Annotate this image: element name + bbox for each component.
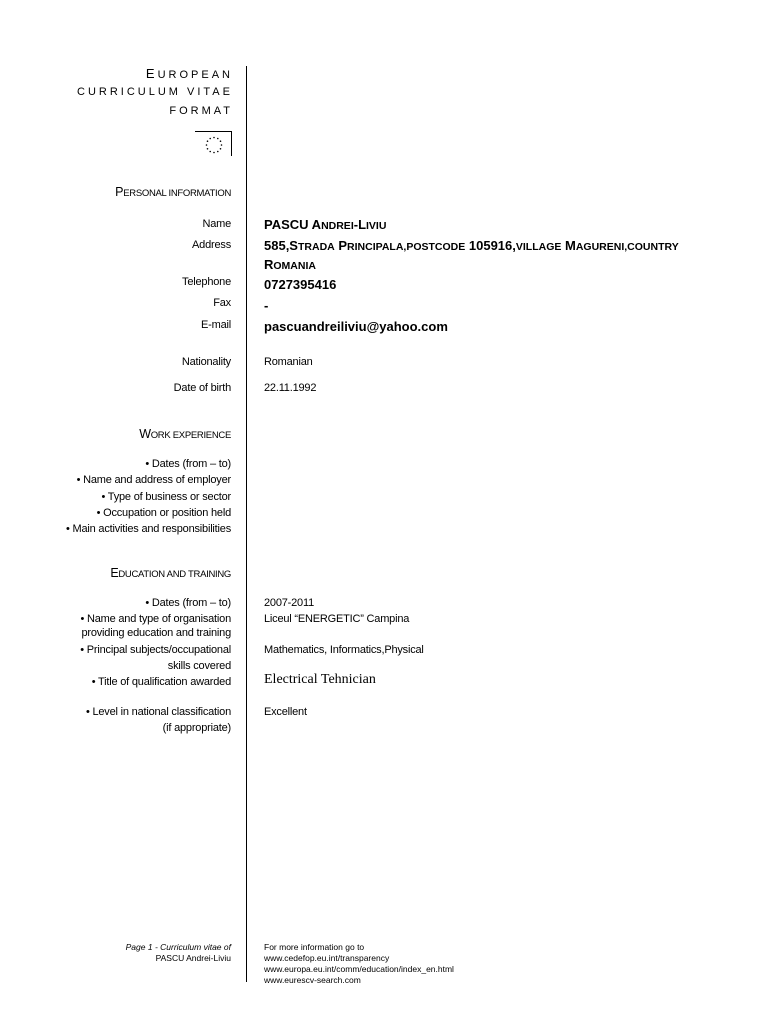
edu-level-label-line1: • Level in national classification: [85, 706, 231, 718]
address-value: [264, 237, 679, 275]
address-label: Address: [192, 239, 231, 251]
work-activities-label: • Main activities and responsibilities: [66, 523, 231, 535]
address-text: 105916,: [465, 238, 516, 253]
name-text: NDREI: [321, 220, 354, 232]
email-value: pascuandreiliviu@yahoo.com: [264, 319, 448, 334]
edu-title-value: Electrical Tehnician: [264, 672, 376, 687]
edu-subjects-label-line2: skills covered: [167, 660, 231, 672]
column-divider: [246, 66, 247, 982]
footer-link-transparency[interactable]: www.cedefop.eu.int/transparency: [264, 953, 390, 963]
work-employer-label: • Name and address of employer: [76, 474, 231, 486]
address-text: RINCIPALA,POSTCODE: [347, 241, 466, 253]
edu-level-label-line2: (if appropriate): [162, 722, 231, 734]
fax-value: -: [264, 298, 269, 313]
section-heading-initial: P: [115, 185, 124, 199]
edu-title-label: • Title of qualification awarded: [91, 676, 231, 688]
section-heading-work: [139, 427, 231, 441]
email-label: E-mail: [201, 319, 231, 331]
edu-dates-label: • Dates (from – to): [145, 597, 231, 609]
edu-org-label-line2: providing education and training: [81, 627, 231, 639]
address-line1: [264, 237, 679, 256]
telephone-label: Telephone: [182, 276, 231, 288]
telephone-value: 0727395416: [264, 277, 337, 292]
dob-value: 22.11.1992: [264, 382, 317, 394]
section-heading-rest: ORK EXPERIENCE: [150, 430, 231, 441]
edu-dates-value: 2007-2011: [264, 597, 314, 609]
header-title-line3: FORMAT: [169, 105, 233, 117]
address-text: M: [561, 238, 576, 253]
edu-subjects-label-line1: • Principal subjects/occupational: [80, 644, 231, 656]
address-text: AGURENI,COUNTRY: [575, 241, 679, 253]
footer-link-eurescv[interactable]: www.eurescv-search.com: [264, 975, 361, 985]
address-text: VILLAGE: [515, 241, 562, 253]
footer-page-line1: Page 1 - Curriculum vitae of: [125, 942, 231, 952]
address-text: P: [334, 238, 348, 253]
nationality-value: Romanian: [264, 356, 313, 368]
section-heading-initial: E: [110, 566, 119, 580]
name-value: [264, 215, 386, 236]
section-heading-initial: W: [139, 427, 151, 441]
section-heading-rest: ERSONAL INFORMATION: [123, 188, 231, 199]
work-occupation-label: • Occupation or position held: [96, 507, 231, 519]
eu-flag-logo: [195, 131, 232, 156]
footer-page-line2: PASCU Andrei-Liviu: [155, 953, 231, 963]
dob-label: Date of birth: [173, 382, 231, 394]
header-title-rest: UROPEAN: [157, 69, 233, 81]
footer-link-education[interactable]: www.europa.eu.int/comm/education/index_en.html: [264, 964, 454, 974]
edu-level-value: Excellent: [264, 706, 307, 718]
header-title-initial: E: [145, 66, 158, 81]
address-text: 585,S: [264, 238, 298, 253]
edu-org-label-line1: • Name and type of organisation: [80, 613, 231, 625]
address-text: OMANIA: [273, 260, 316, 272]
eu-stars-icon: [204, 136, 224, 154]
address-text: TRADA: [297, 241, 335, 253]
footer-info-line1: For more information go to: [264, 942, 365, 952]
section-heading-rest: DUCATION AND TRAINING: [118, 569, 231, 580]
name-text: PASCU A: [264, 217, 322, 232]
edu-org-value: Liceul “ENERGETIC” Campina: [264, 613, 410, 625]
address-text: R: [264, 257, 274, 272]
name-text: -L: [353, 217, 367, 232]
name-label: Name: [202, 218, 231, 230]
address-line2: [264, 256, 679, 275]
fax-label: Fax: [213, 297, 231, 309]
section-heading-education: [110, 566, 231, 580]
work-dates-label: • Dates (from – to): [145, 458, 231, 470]
name-text: IVIU: [366, 220, 387, 232]
header-title-line1: [146, 66, 233, 81]
nationality-label: Nationality: [181, 356, 231, 368]
header-title-line2: CURRICULUM VITAE: [77, 86, 233, 98]
section-heading-personal: [115, 185, 231, 199]
edu-subjects-value: Mathematics, Informatics,Physical: [264, 644, 424, 656]
work-business-label: • Type of business or sector: [101, 491, 231, 503]
